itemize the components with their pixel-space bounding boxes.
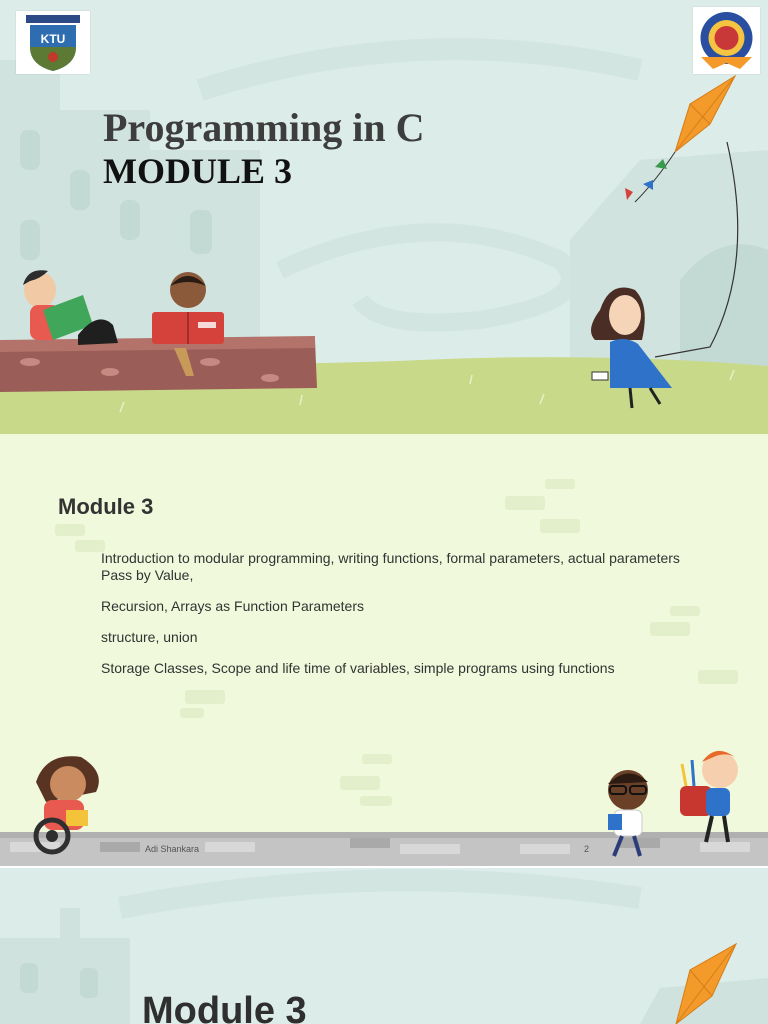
boy-with-glasses-illustration [600,764,660,860]
section-slide [0,868,768,1024]
content-slide [0,434,768,866]
boy-with-backpack-illustration [676,742,746,854]
topic-list [101,550,681,691]
section-slide-background [0,868,768,1024]
topic-item: Recursion, Arrays as Function Parameters [101,598,364,614]
girl-wheelchair-illustration [26,752,116,857]
reading-boy-illustration [18,265,128,350]
slide-number: 2 [584,844,590,854]
right-logo [693,7,760,74]
footer-author: Adi Shankara [145,844,200,854]
topic-item: structure, union [101,629,198,645]
topic-item: Storage Classes, Scope and life time of variables, simple programs using functions [101,660,615,676]
svg-text:KTU: KTU [40,32,66,46]
kite-icon [668,940,758,1024]
university-crest-icon [16,11,90,74]
reading-child-illustration [150,268,230,378]
presentation-title: Programming in C [103,105,425,150]
kite-illustration [615,72,755,362]
module-heading: Module 3 [58,494,154,519]
left-logo [16,11,90,74]
presentation-subtitle: MODULE 3 [103,151,292,191]
topic-item: Introduction to modular programming, writing functions, formal parameters, actual parameters Pass by Value, [101,550,680,583]
college-seal-icon [693,7,760,74]
section-heading: Module 3 [142,990,307,1024]
title-slide [0,0,768,434]
